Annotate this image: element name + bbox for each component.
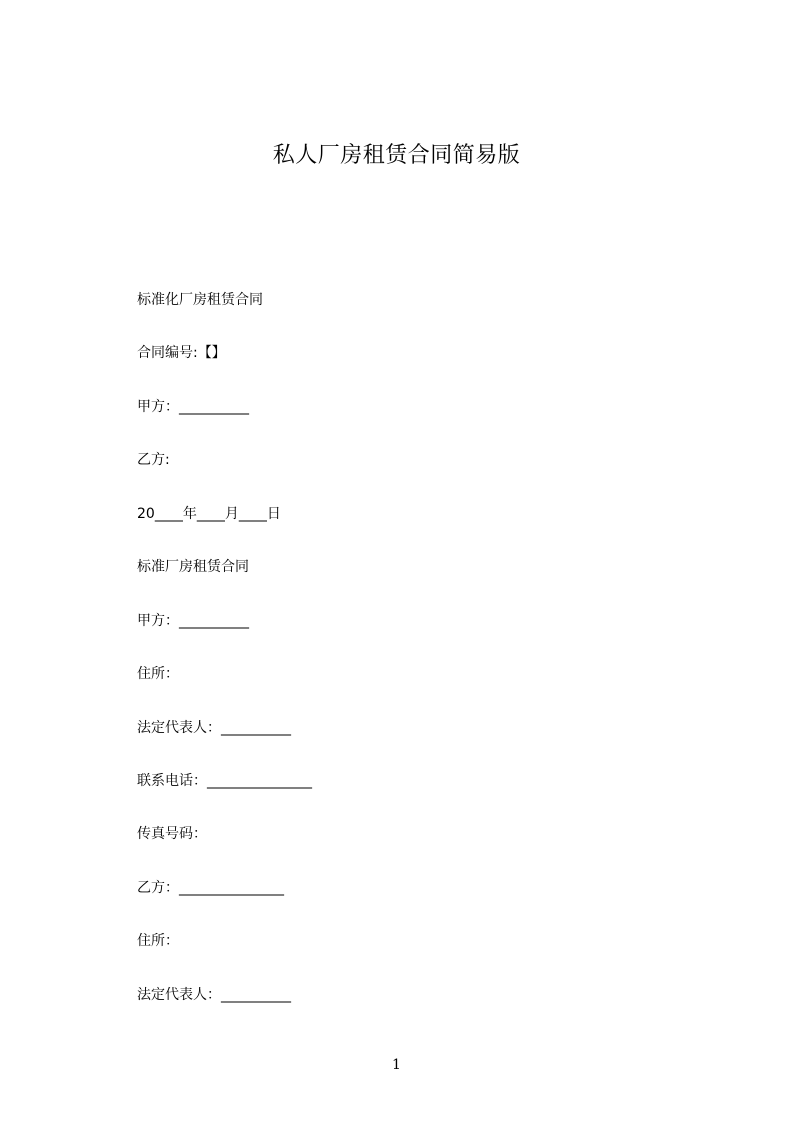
line-contract-heading: 标准化厂房租赁合同 — [137, 292, 263, 308]
line-legal-rep-b: 法定代表人：__________ — [137, 987, 291, 1003]
document-title: 私人厂房租赁合同简易版 — [272, 143, 521, 168]
line-date: 20____年____月____日 — [137, 506, 281, 522]
line-party-b: 乙方: — [137, 452, 170, 468]
line-contract-number: 合同编号:【】 — [137, 345, 226, 361]
line-party-b-2: 乙方：_______________ — [137, 880, 284, 896]
line-address-a: 住所： — [137, 666, 179, 682]
line-standard-contract-heading: 标准厂房租赁合同 — [137, 559, 249, 575]
page-number: 1 — [392, 1057, 401, 1073]
line-party-a: 甲方：__________ — [137, 399, 249, 415]
line-party-a-2: 甲方：__________ — [137, 613, 249, 629]
line-phone: 联系电话：_______________ — [137, 773, 312, 789]
line-address-b: 住所： — [137, 933, 179, 949]
line-fax: 传真号码： — [137, 826, 207, 842]
line-legal-rep-a: 法定代表人：__________ — [137, 720, 291, 736]
